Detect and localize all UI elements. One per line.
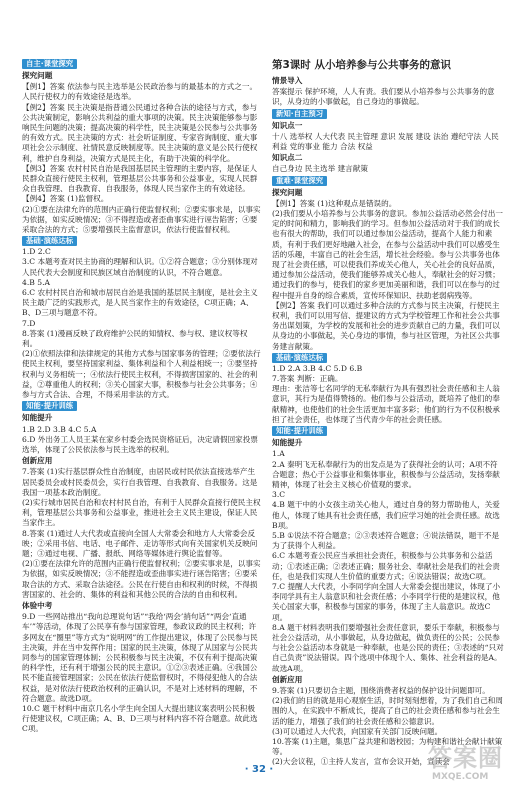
section-heading-row <box>272 175 504 187</box>
answer-paragraph: 【例2】答案 民主决策是指普通公民通过各种合法的途径与方式，参与公共决策制定，影响公共利益的重大事项的决策。民主决策能够参与影响民生问题的决策；提高决策的科学性，民主决策是公民参与公共事务的有效方式。民主决策的方式：社会听证制度、专家咨询制度、重大事项社会公示制度、社情民意反映制度等。民主决策的意义是公民行使权利，维护自身利益，决策方式是民主化，有助于决策的科学化。 <box>22 102 258 163</box>
section-heading: 重难·课堂探究 <box>272 176 327 186</box>
answer-paragraph: 1.D 2.A 3.B 4.C 5.D 6.B <box>272 363 363 373</box>
watermark-main: 答案圈 <box>428 744 503 772</box>
answer-paragraph: 十八 选举权 人大代表 民主管理 意识 发展 建设 法治 遵纪守法 人民利益 党的事业 能力 合法 权益 <box>272 131 499 152</box>
section-heading-row <box>272 108 504 120</box>
left-column <box>22 58 261 735</box>
answer-paragraph: 6.D 外出务工人员王某在家乡村委会选民资格证后，决定请假回家投票选举，体现了公民依法参与民主选举的权利。 <box>22 434 258 454</box>
answer-paragraph: 【例2】答案 我们可以通过多种合法的方式参与民主决策，行使民主权利，我们可以用写信、提建议的方式为学校管理工作和社会公共事务出谋划策，为学校的发展和社会的进步贡献自己的力量，我们可以从身边的小事做起，关心身边的事情，参与社区管理，为社区公共事务建言献策。 <box>272 300 500 351</box>
answer-paragraph: 理由：张洁等七名同学的无私奉献行为具有强烈社会责任感和主人翁意识，其行为是值得赞扬的。他们参与公益活动，既培养了他们的奉献精神，也使他们的社会生活更加丰富多彩；他们的行为不仅积极承担了社会责任，也体现了当代青少年的社会责任感。 <box>272 384 500 424</box>
answer-paragraph: (3)可以通过人大代表，向国家有关部门反映问题。 <box>272 726 443 736</box>
section-heading: 自主·课堂探究 <box>22 59 77 69</box>
subheading: 探究问题 <box>272 187 303 197</box>
answer-paragraph: 3.C 本题考查对民主协商的理解和认识。①②符合题意；③分别体现对人民代表大会制度和民族区域自治制度的认识，不符合题意。 <box>22 257 258 277</box>
answer-paragraph: 1.B 2.D 3.B 4.C 5.A <box>22 424 97 434</box>
section-heading: 基础·演练达标 <box>22 236 77 246</box>
section-heading-row <box>22 400 261 412</box>
answer-paragraph: 7.D <box>22 318 36 328</box>
subheading: 知能提升 <box>22 413 53 423</box>
answer-paragraph: 7.答案 判断：正确。 <box>272 374 343 384</box>
section-heading: 基础·演练达标 <box>272 353 327 363</box>
answer-paragraph: 【例4】答案 (1)监督权。 <box>22 194 109 204</box>
section-heading-row <box>272 352 504 364</box>
watermark-sub: MXQE.COM <box>432 772 489 782</box>
subheading: 知识点二 <box>272 153 303 163</box>
answer-paragraph: 2.A 秦明飞无私奉献行为的出发点是为了获得社会的认可；A项不符合题意；热心于公益事业和集体事业，积极参与公益活动，发扬奉献精神，体现了社会主义核心价值观的要求。 <box>272 459 500 489</box>
answer-paragraph: (2)实行城市居民自治和农村村民自治，有利于人民群众直接行使民主权利，管理基层公共事务和公益事业，推进社会主义民主建设，保证人民当家作主。 <box>22 497 261 528</box>
right-column <box>272 58 504 768</box>
watermark-logo <box>428 738 510 792</box>
subheading: 创新应用 <box>272 674 303 684</box>
subheading: 情景导入 <box>272 76 303 85</box>
answer-paragraph: 4.B 题干中的小女孩主动关心他人，通过自身的努力帮助他人，关爱他人，体现了她具有社会责任感，我们应学习她的社会责任感。故选B项。 <box>272 500 500 530</box>
section-heading: 新知·自主预习 <box>272 109 327 119</box>
answer-paragraph: 【例3】答案 农村村民自治是我国基层民主管理的主要内容，是保证人民群众直接行使民主权利，管理基层公共事务和公益事业，实现人民群众自我管理、自我教育、自我服务，体现人民当家作主的有效途径。 <box>22 163 258 194</box>
subheading: 知能提升 <box>272 438 303 448</box>
answer-paragraph: (2)大会议程，①主持人发言，宣布会议开始，宣读会 <box>272 757 450 767</box>
answer-paragraph: 自己身边 民主选举 建言献策 <box>272 164 368 174</box>
answer-paragraph: 8.答案 (1)漫画反映了政府维护公民的知情权、参与权、建议权等权利。 <box>22 328 248 349</box>
answer-paragraph: 【例1】答案 依法参与民主选举是公民政治参与的最基本的方式之一。人民行使权力的有效途径是选举。 <box>22 82 258 102</box>
answer-paragraph: 5.B ①说法不符合题意；②③表述符合题意；④说法错误，题干不是为了获得个人利益。 <box>272 530 500 551</box>
answer-paragraph: 【例1】答案 (1)这种观点是错误的。 <box>272 198 397 208</box>
answer-paragraph: 9.D 一些网站推出“我向总理说句话”“我给‘两会’捎句话”“两会‘直通车’”等活动，体现了公民享有参与国家管理，参政议政的民主权利；许多网友在“圈里”等方式为“说明网”的工作提出建议，体现了公民参与民主决策，并在当中发挥作用；国家的民主决策，体现了从国家与公民共同参与的国家管理体制；公民积极参与民主决策，不仅有利于提高决策的科学性，还有利于增强公民的民主意识。①②③表述正确。④我国公民不能直接管理国家；公民在依法行使监督权时，不得侵犯他人的合法权益，是对依法行使政治权利的正确认识，不是对上述材料的理解，不符合题意。故选D项。 <box>22 612 258 703</box>
subheading: 知识点一 <box>272 120 303 130</box>
page-number: · 32 · <box>244 764 274 775</box>
answer-paragraph: 9.答案 (1)只要切合主题，围绕消费者权益的保护设计问题即可。 <box>272 685 490 695</box>
answer-paragraph: 8.答案 (1)通过人大代表或直接向全国人大常委会和地方人大常委会反映；②采用书信、电话、电子邮件、走访等形式向有关国家机关反映问题；③通过电视、广播、报纸、网络等媒体进行舆论监督等。 <box>22 528 258 558</box>
answer-paragraph: 7.C 提醒人大代表，小李同学向全国人大常委会提出建议，体现了小李同学具有主人翁意识和社会责任感；小李同学行使的是建议权，他关心国家大事，积极参与国家的事务，体现了主人翁意识。故选C项。 <box>272 581 501 622</box>
section-heading: 知能·提升训练 <box>22 401 77 411</box>
section-heading: 知能·提升训练 <box>272 426 327 436</box>
answer-paragraph: 3.C <box>272 490 286 500</box>
answer-paragraph: 1.A <box>272 449 285 459</box>
answer-paragraph: 1.D 2.C <box>22 247 51 257</box>
answer-paragraph: 4.B 5.A <box>22 277 50 287</box>
lesson-title: 第3课时 从小培养参与公共事务的意识 <box>272 59 451 71</box>
section-heading-row <box>22 58 261 70</box>
section-heading-row <box>272 425 504 437</box>
answer-paragraph: 6.C 农村村民自治和城市居民自治是我国的基层民主制度，是社会主义民主最广泛的实践形式，是人民当家作主的有效途径，C项正确；A、B、D三项与题意不符。 <box>22 288 258 318</box>
answer-paragraph: (2)①要在法律允许的范围内正确行使监督权利；②要实事求是，以事实为依据，如实反映情况；③不得捏造或者歪曲事实进行诬告陷害；④要采取合法的方式；⑤要增强民主监督意识，依法行使监督权利。 <box>22 204 261 235</box>
answer-paragraph: 10.答案 (1)主题，集思广益共建和谐校园；为构建和谐社会献计献策等。 <box>272 736 503 757</box>
answer-paragraph: (2)①要在法律允许的范围内正确行使监督权利；②要实事求是，以事实为依据，如实反映情况；③不能捏造或歪曲事实进行诬告陷害；④要采取合法的方式、采取合法途径。公民在行使自由和权利的时候，不得损害国家的、社会的、集体的利益和其他公民的合法的自由和权利。 <box>22 559 261 599</box>
answer-paragraph: 7.答案 (1)实行基层群众性自治制度，由居民或村民依法直接选举产生居民委员会或村民委员会，实行自我管理、自我教育、自我服务。这是我国一项基本政治制度。 <box>22 467 258 497</box>
answer-paragraph: 6.C 本题考查公民应当承担社会责任，积极参与公共事务和公益活动；①表述正确；②表述正确；服务社会、奉献社会是我们的社会责任，也是我们实现人生价值的重要方式；④说法错误；故选C项。 <box>272 551 500 581</box>
answer-paragraph: 答案提示 保护环境，人人有责。我们要从小培养参与公共事务的意识，从身边的小事做起，自己身边的事做起。 <box>272 87 495 107</box>
answer-paragraph: (2)我们要从小培养参与公共事务的意识。参加公益活动必然会付出一定的时间和精力，影响我们的学习。但参加公益活动对于我们的成长也有很大的帮助，我们可以通过参加公益活动，提高个人能力和素质，有利于我们更好地融入社会，在参与公益活动中我们可以感受生活的乐趣，丰富自己的社会生活，增长社会经验。参与公共事务也体现了社会责任感，可以使我们养成关心他人，关心社会的良好品质，通过参加公益活动，使我们能够养成关心他人，奉献社会的好习惯；通过我们的参与，使我们的家乡更加美丽和谐，我们可以在参与的过程中提升自身的综合素质，宣传环保知识、扶助老弱病残等。 <box>272 209 503 300</box>
answer-paragraph: (2)我们的目的就是用心观察生活，时时刻刻想着，为了我们自己和周围的人，在实践中不断成长，提高了自己的社会责任感和参与社会生活的能力，增强了我们的社会责任感和公德意识。 <box>272 696 503 726</box>
subheading: 创新应用 <box>22 456 53 466</box>
answer-paragraph: 10.C 题干材料中南京几名小学生向全国人大提出建议案表明公民积极行使建议权，C项正确；A、B、D三项与材料内容不符合题意。故此选C项。 <box>22 703 258 734</box>
section-heading-row <box>22 235 261 247</box>
answer-paragraph: (2)①依照法律和法律规定的其他方式参与国家事务的管理；②要依法行使民主权利，要坚持国家利益、集体利益和个人利益相统一；③要坚持权利与义务相统一；④依法行使民主权利，不得损害国家的、社会的利益，②尊重他人的权利；③关心国家大事，积极参与社会公共事务；④参与方式合法、合理，不得采用非法的方式。 <box>22 349 261 400</box>
subheading: 体验中考 <box>22 600 53 610</box>
answer-paragraph: 8.A 题干材料表明我们要增强社会责任意识，要乐于奉献，积极参与社会公益活动，从小事做起，从身边做起，做负责任的公民；公民参与社会公益活动本身就是一种奉献，也是公民的责任；③表述的“只对自己负责”说法错误。四个选项中体现个人、集体、社会利益的是A。故选A项。 <box>272 622 504 673</box>
subheading: 探究问题 <box>22 71 53 80</box>
